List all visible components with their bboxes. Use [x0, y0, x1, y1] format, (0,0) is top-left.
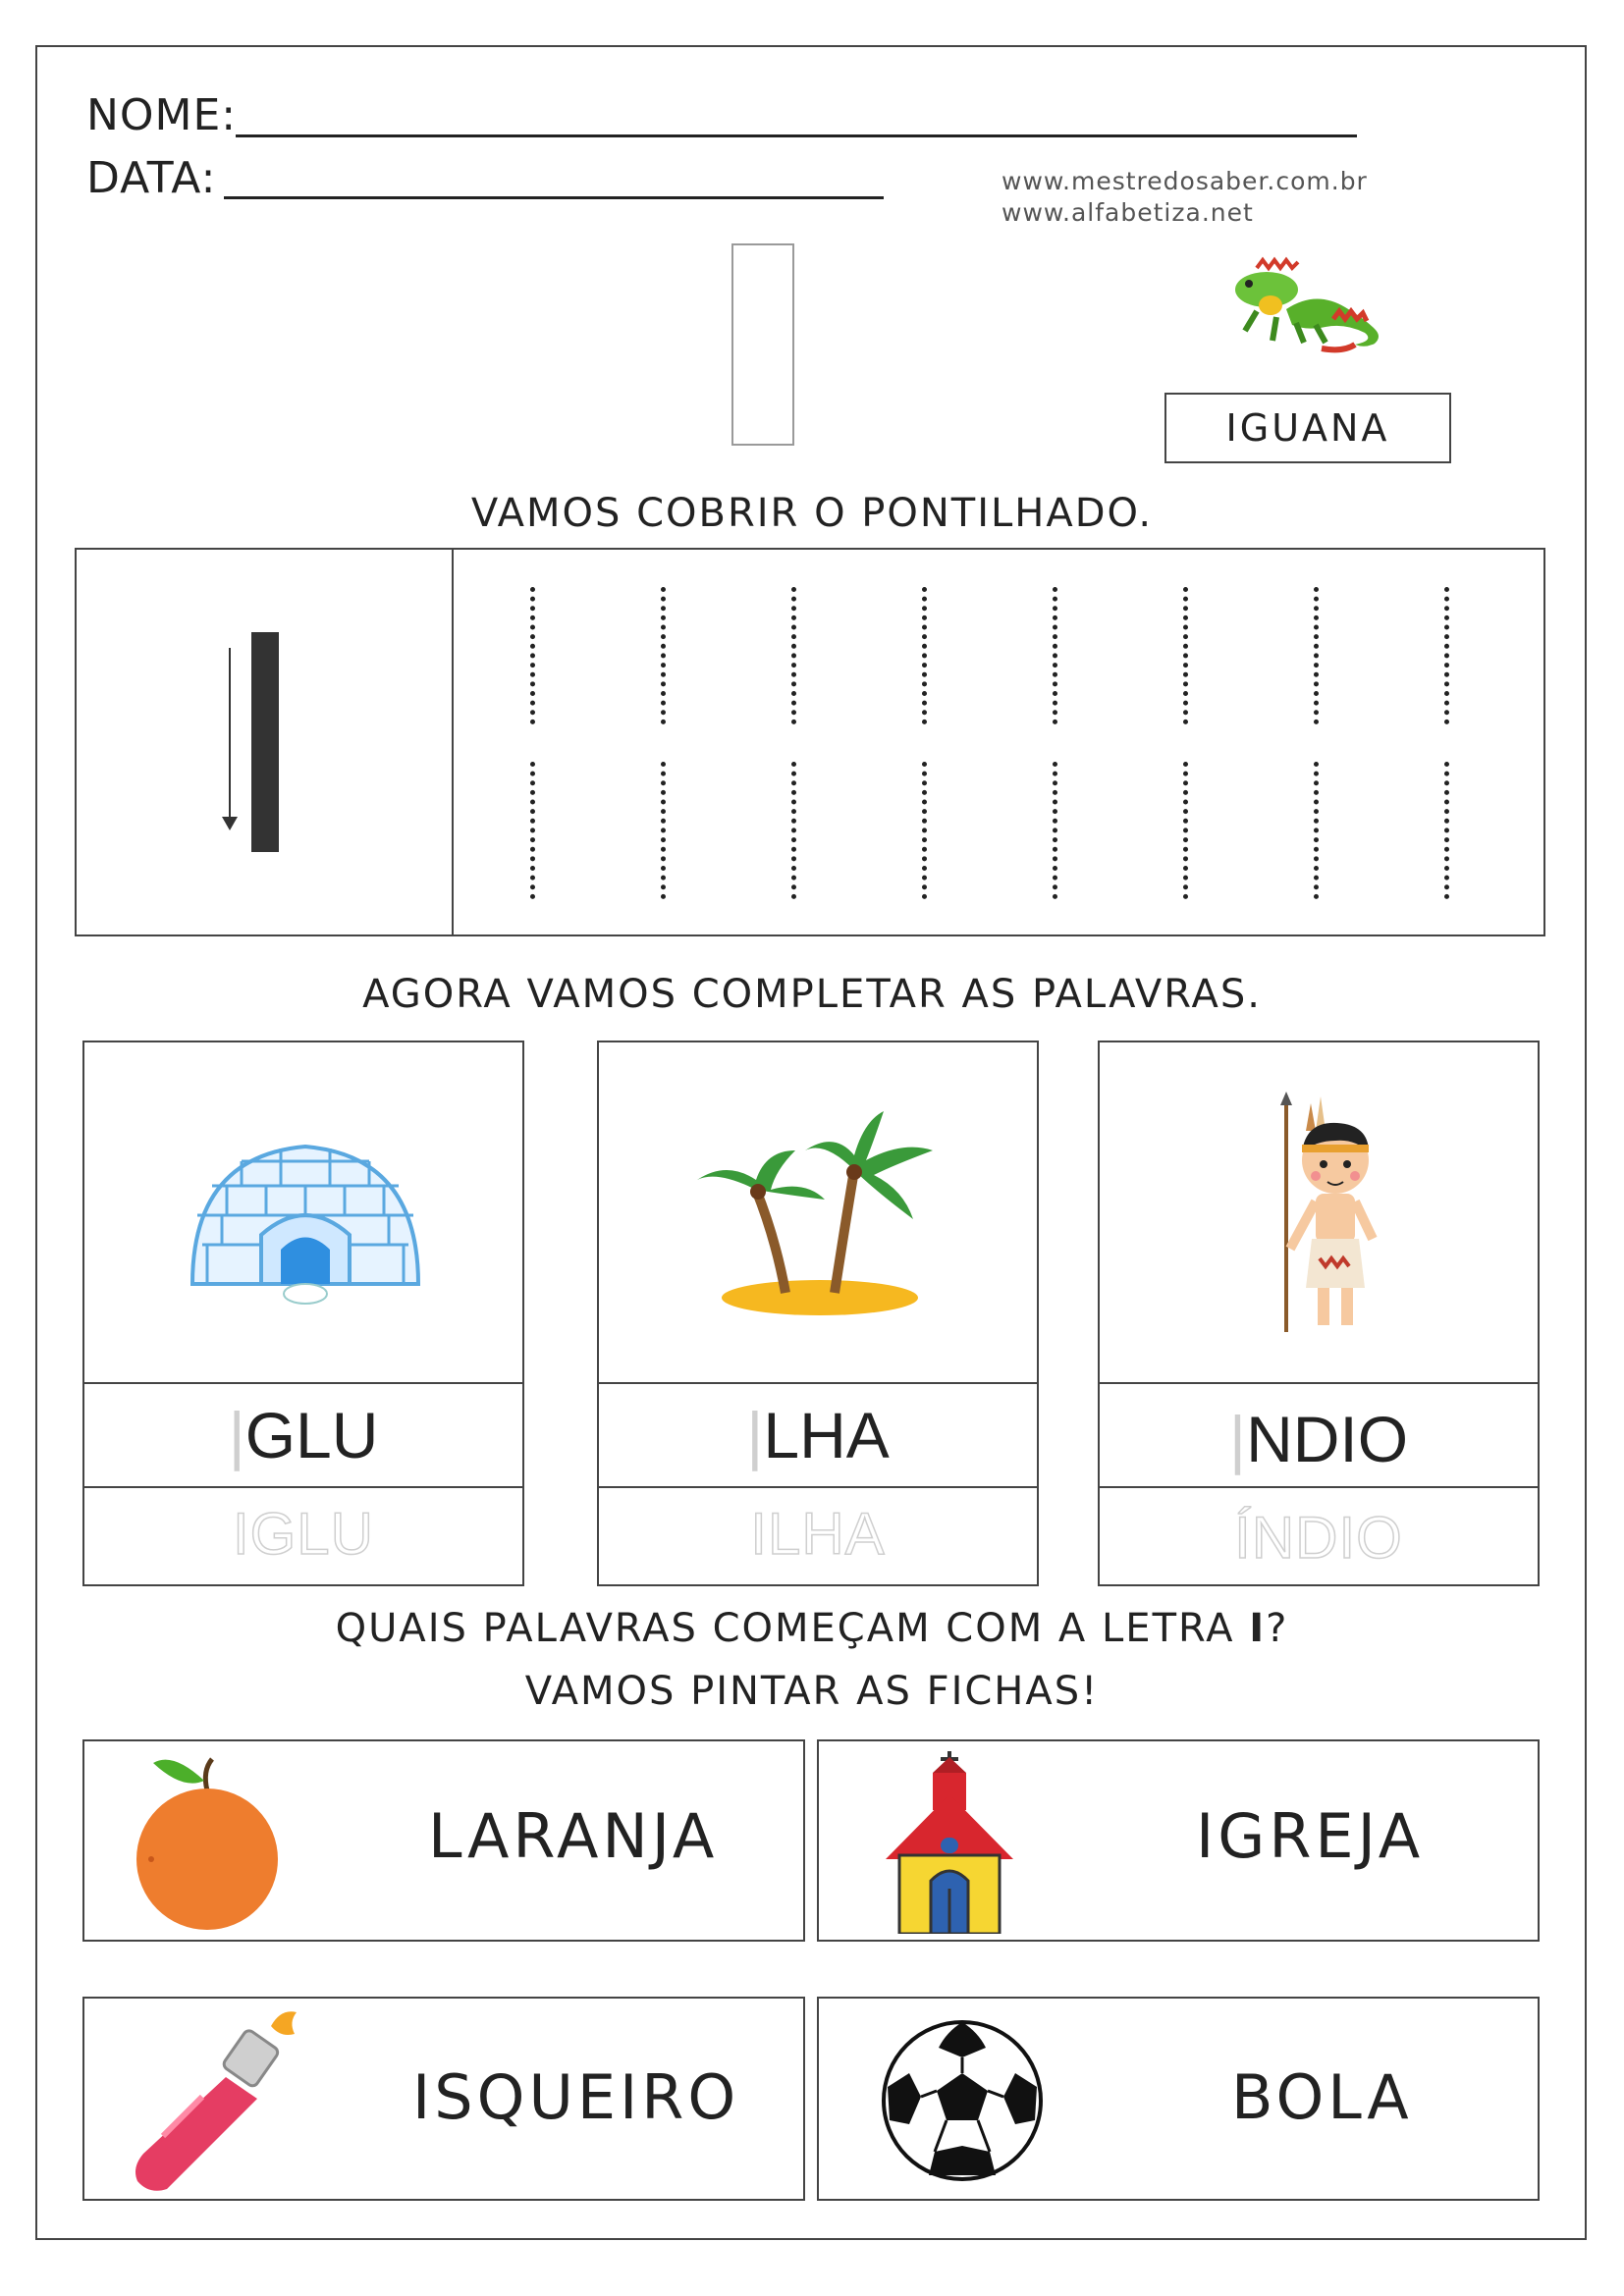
card-divider	[84, 1486, 522, 1488]
dotted-i[interactable]	[661, 762, 666, 899]
dotted-i[interactable]	[1053, 762, 1057, 899]
partial-word[interactable]: |NDIO	[1228, 1403, 1409, 1475]
color-instruction-line2: VAMOS PINTAR AS FICHAS!	[524, 1669, 1100, 1714]
ficha-isqueiro[interactable]	[82, 1997, 805, 2201]
example-word: IGUANA	[1225, 406, 1390, 450]
trace-word[interactable]: ILHA	[750, 1501, 886, 1567]
example-word-box	[1164, 393, 1451, 463]
dotted-i[interactable]	[1444, 762, 1449, 899]
letter-i-bold: I	[1249, 1606, 1267, 1651]
soccer-ball-icon	[880, 2018, 1045, 2183]
card-divider	[84, 1382, 522, 1384]
ficha-bola[interactable]	[817, 1997, 1540, 2201]
trace-divider	[452, 550, 454, 934]
site-url-2: www.alfabetiza.net	[1001, 198, 1254, 227]
complete-instruction: AGORA VAMOS COMPLETAR AS PALAVRAS.	[362, 972, 1262, 1017]
dotted-i[interactable]	[1444, 587, 1449, 724]
dotted-i[interactable]	[530, 587, 535, 724]
dotted-i[interactable]	[791, 587, 796, 724]
ficha-laranja[interactable]	[82, 1739, 805, 1942]
orange-icon	[134, 1751, 281, 1934]
word-card-ilha	[597, 1041, 1039, 1586]
partial-word[interactable]: |GLU	[228, 1399, 379, 1471]
ficha-word: LARANJA	[428, 1800, 719, 1872]
trace-box	[75, 548, 1545, 936]
dotted-i[interactable]	[1183, 762, 1188, 899]
ficha-word: BOLA	[1231, 2061, 1413, 2133]
island-palms-icon	[697, 1111, 943, 1317]
nome-label: NOME:	[86, 90, 238, 140]
indigenous-boy-icon	[1257, 1092, 1394, 1337]
trace-instruction: VAMOS COBRIR O PONTILHADO.	[470, 491, 1154, 536]
data-line[interactable]	[224, 196, 884, 199]
card-divider	[599, 1382, 1037, 1384]
trace-word[interactable]: ÍNDIO	[1234, 1505, 1403, 1571]
ficha-word: ISQUEIRO	[412, 2061, 740, 2133]
trace-word[interactable]: IGLU	[232, 1501, 375, 1567]
dotted-i[interactable]	[1183, 587, 1188, 724]
lighter-icon	[124, 2008, 310, 2195]
site-url-1: www.mestredosaber.com.br	[1001, 167, 1368, 195]
dotted-i[interactable]	[661, 587, 666, 724]
letter-i-outline	[731, 243, 794, 446]
dotted-i[interactable]	[1314, 762, 1319, 899]
partial-word[interactable]: |LHA	[746, 1399, 890, 1471]
word-card-iglu	[82, 1041, 524, 1586]
card-divider	[1100, 1486, 1538, 1488]
church-icon	[886, 1751, 1013, 1934]
word-card-indio	[1098, 1041, 1540, 1586]
dotted-i[interactable]	[922, 762, 927, 899]
dotted-i[interactable]	[791, 762, 796, 899]
nome-line[interactable]	[236, 134, 1357, 137]
ficha-igreja[interactable]	[817, 1739, 1540, 1942]
dotted-i[interactable]	[1053, 587, 1057, 724]
dotted-i[interactable]	[922, 587, 927, 724]
color-instruction-line1: QUAIS PALAVRAS COMEÇAM COM A LETRA I?	[335, 1606, 1289, 1651]
model-letter-i	[251, 632, 279, 852]
data-label: DATA:	[86, 153, 217, 203]
ficha-word: IGREJA	[1196, 1800, 1425, 1872]
dotted-i[interactable]	[1314, 587, 1319, 724]
arrow-head-icon	[222, 817, 238, 830]
igloo-icon	[183, 1117, 428, 1313]
card-divider	[599, 1486, 1037, 1488]
stroke-arrow-icon	[229, 648, 231, 821]
dotted-i[interactable]	[530, 762, 535, 899]
card-divider	[1100, 1382, 1538, 1384]
iguana-icon	[1227, 250, 1386, 360]
